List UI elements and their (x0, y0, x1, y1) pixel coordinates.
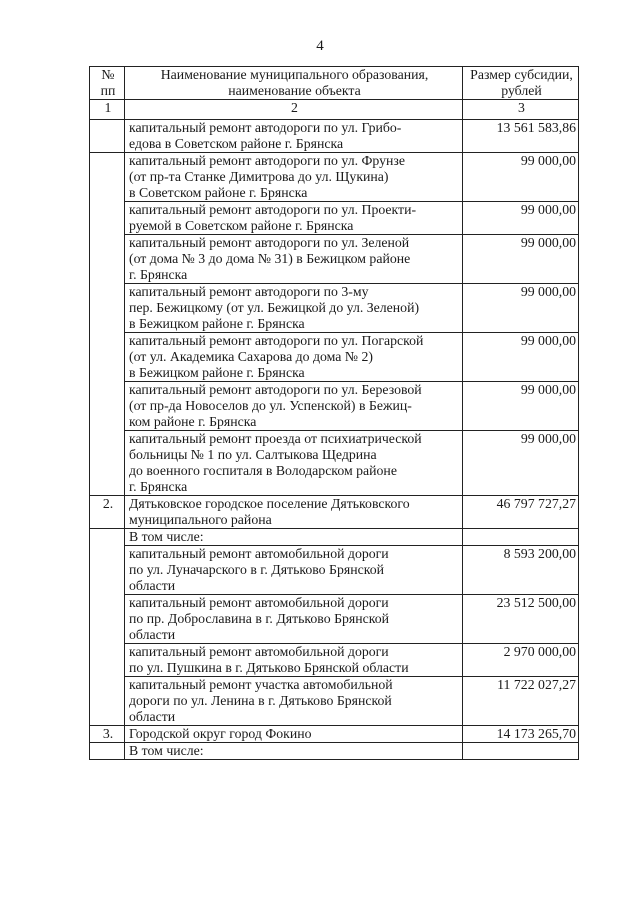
row-object-name: В том числе: (125, 529, 463, 546)
table-row (90, 644, 579, 677)
row-subsidy-amount (463, 529, 579, 546)
table-row (90, 431, 579, 496)
header-amount: Размер субсидии, рублей (463, 67, 579, 100)
row-index (90, 431, 125, 496)
row-index (90, 546, 125, 595)
row-index (90, 120, 125, 153)
table-row (90, 153, 579, 202)
row-index (90, 743, 125, 760)
row-index (90, 284, 125, 333)
row-subsidy-amount: 11 722 027,27 (463, 677, 579, 726)
row-index (90, 529, 125, 546)
row-index (90, 153, 125, 202)
row-object-name: капитальный ремонт автодороги по 3-му пер. Бежицкому (от ул. Бежицкой до ул. Зеленой) в Бежицком районе г. Брянска (125, 284, 463, 333)
row-object-name: капитальный ремонт автодороги по ул. Грибо- едова в Советском районе г. Брянска (125, 120, 463, 153)
row-index (90, 235, 125, 284)
column-number-2: 2 (125, 100, 463, 120)
row-object-name: капитальный ремонт автодороги по ул. Зеленой (от дома № 3 до дома № 31) в Бежицком районе г. Брянска (125, 235, 463, 284)
table-body (90, 120, 579, 760)
header-name: Наименование муниципального образования, наименование объекта (125, 67, 463, 100)
table-row (90, 726, 579, 743)
row-subsidy-amount: 2 970 000,00 (463, 644, 579, 677)
row-index: 2. (90, 496, 125, 529)
row-object-name: капитальный ремонт автодороги по ул. Погарской (от ул. Академика Сахарова до дома № 2) в Бежицком районе г. Брянска (125, 333, 463, 382)
table-row (90, 496, 579, 529)
row-index: 3. (90, 726, 125, 743)
header-number: № пп (90, 67, 125, 100)
table-row (90, 595, 579, 644)
table-row (90, 677, 579, 726)
row-subsidy-amount: 99 000,00 (463, 235, 579, 284)
row-subsidy-amount: 99 000,00 (463, 153, 579, 202)
table-row (90, 743, 579, 760)
table-row (90, 529, 579, 546)
row-index (90, 202, 125, 235)
row-subsidy-amount: 23 512 500,00 (463, 595, 579, 644)
row-object-name: Городской округ город Фокино (125, 726, 463, 743)
row-subsidy-amount: 14 173 265,70 (463, 726, 579, 743)
row-index (90, 382, 125, 431)
table-row (90, 546, 579, 595)
row-object-name: капитальный ремонт проезда от психиатрической больницы № 1 по ул. Салтыкова Щедрина до военного госпиталя в Володарском районе г. Брянска (125, 431, 463, 496)
table-row (90, 202, 579, 235)
column-number-3: 3 (463, 100, 579, 120)
table-header-row (90, 67, 579, 100)
row-object-name: капитальный ремонт автомобильной дороги по ул. Пушкина в г. Дятьково Брянской области (125, 644, 463, 677)
row-subsidy-amount: 99 000,00 (463, 333, 579, 382)
table-row (90, 382, 579, 431)
row-object-name: В том числе: (125, 743, 463, 760)
row-object-name: Дятьковское городское поселение Дятьковского муниципального района (125, 496, 463, 529)
row-index (90, 333, 125, 382)
table-row (90, 120, 579, 153)
row-index (90, 677, 125, 726)
table-row (90, 284, 579, 333)
row-subsidy-amount: 99 000,00 (463, 284, 579, 333)
table-row (90, 333, 579, 382)
row-subsidy-amount: 13 561 583,86 (463, 120, 579, 153)
row-object-name: капитальный ремонт автомобильной дороги по пр. Доброславина в г. Дятьково Брянской области (125, 595, 463, 644)
subsidy-table (89, 66, 579, 760)
column-number-1: 1 (90, 100, 125, 120)
row-index (90, 595, 125, 644)
row-subsidy-amount: 46 797 727,27 (463, 496, 579, 529)
row-subsidy-amount: 99 000,00 (463, 202, 579, 235)
table-row (90, 235, 579, 284)
row-subsidy-amount: 99 000,00 (463, 382, 579, 431)
column-numbering-row (90, 100, 579, 120)
row-object-name: капитальный ремонт автомобильной дороги по ул. Луначарского в г. Дятьково Брянской области (125, 546, 463, 595)
row-subsidy-amount: 99 000,00 (463, 431, 579, 496)
row-object-name: капитальный ремонт автодороги по ул. Березовой (от пр-да Новоселов до ул. Успенской) в Бежиц- ком районе г. Брянска (125, 382, 463, 431)
row-object-name: капитальный ремонт автодороги по ул. Фрунзе (от пр-та Станке Димитрова до ул. Щукина) в Советском районе г. Брянска (125, 153, 463, 202)
row-subsidy-amount (463, 743, 579, 760)
page-number: 4 (316, 38, 324, 54)
row-index (90, 644, 125, 677)
row-object-name: капитальный ремонт автодороги по ул. Проекти- руемой в Советском районе г. Брянска (125, 202, 463, 235)
row-object-name: капитальный ремонт участка автомобильной дороги по ул. Ленина в г. Дятьково Брянской области (125, 677, 463, 726)
row-subsidy-amount: 8 593 200,00 (463, 546, 579, 595)
